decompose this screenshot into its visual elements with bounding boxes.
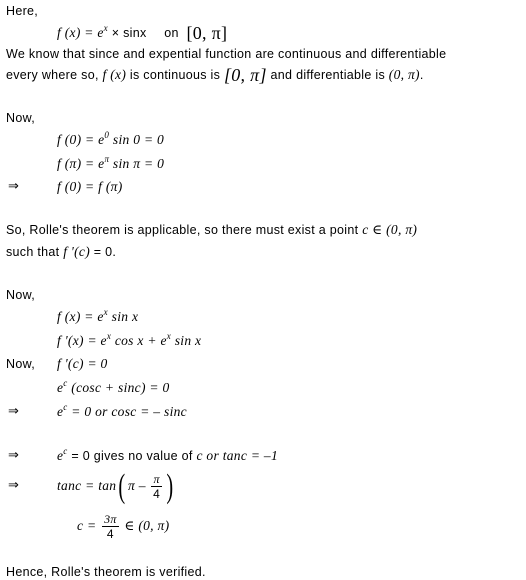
cases-equation: $e^c = 0$ or cosc = – sinc xyxy=(57,401,187,419)
implies-arrow-2: ⇒ xyxy=(8,404,20,419)
paragraph-rolle-line2: such that f '(c) = 0. xyxy=(6,244,117,259)
pi-over-4-fraction: $\frac{\pi}{4}$ xyxy=(153,472,161,502)
implies-arrow-1: ⇒ xyxy=(8,179,20,194)
function-definition: f $(x) = e^x \times \sin x$ on [0, π] xyxy=(57,22,228,43)
eval-fpi: f $(\pi) = e^\pi$ sin π = 0 xyxy=(57,153,165,171)
factored-equation: $e^c$ (cosc + sinc) = 0 xyxy=(57,377,170,395)
intro-text: Here, xyxy=(6,4,39,18)
tan-equation: tanc = tan( π – $\frac{\pi}{4}$ ) xyxy=(57,467,174,505)
solution-c: c = $\frac{3\pi}{4}$ ∈ (0, π) xyxy=(77,512,170,542)
fprime-expression: f '$(x) = e^x$ $\cos x + e^x$ sin x xyxy=(57,330,202,348)
paragraph-rolle-line1: So, Rolle's theorem is applicable, so there must exist a point c ∈ (0, π) xyxy=(6,222,418,237)
eval-f0: f $(0) = e^0$ sin 0 = 0 xyxy=(57,129,165,147)
fprime-c-zero: f '(c) = 0 xyxy=(57,356,108,371)
fx-expression: f $(x) = e^x$ sin x xyxy=(57,306,139,324)
now-label-3: Now, xyxy=(6,357,35,371)
equality-f0-fpi: f (0) = f (π) xyxy=(57,179,123,194)
now-label-1: Now, xyxy=(6,111,35,125)
implies-arrow-4: ⇒ xyxy=(8,478,20,493)
now-label-2: Now, xyxy=(6,288,35,302)
implies-arrow-3: ⇒ xyxy=(8,448,20,463)
no-value-statement: $e^c = 0$ gives no value of c or tanc = –1 xyxy=(57,445,279,463)
conclusion-text: Hence, Rolle's theorem is verified. xyxy=(6,565,206,579)
paragraph-continuity-line1: We know that since and expential function are continuous and differentiable xyxy=(6,47,447,61)
three-pi-over-4-fraction: $\frac{3\pi}{4}$ xyxy=(104,512,117,542)
paragraph-continuity-line2: every where so, f (x) is continuous is [0, π] and differentiable is (0, π). xyxy=(6,65,424,85)
